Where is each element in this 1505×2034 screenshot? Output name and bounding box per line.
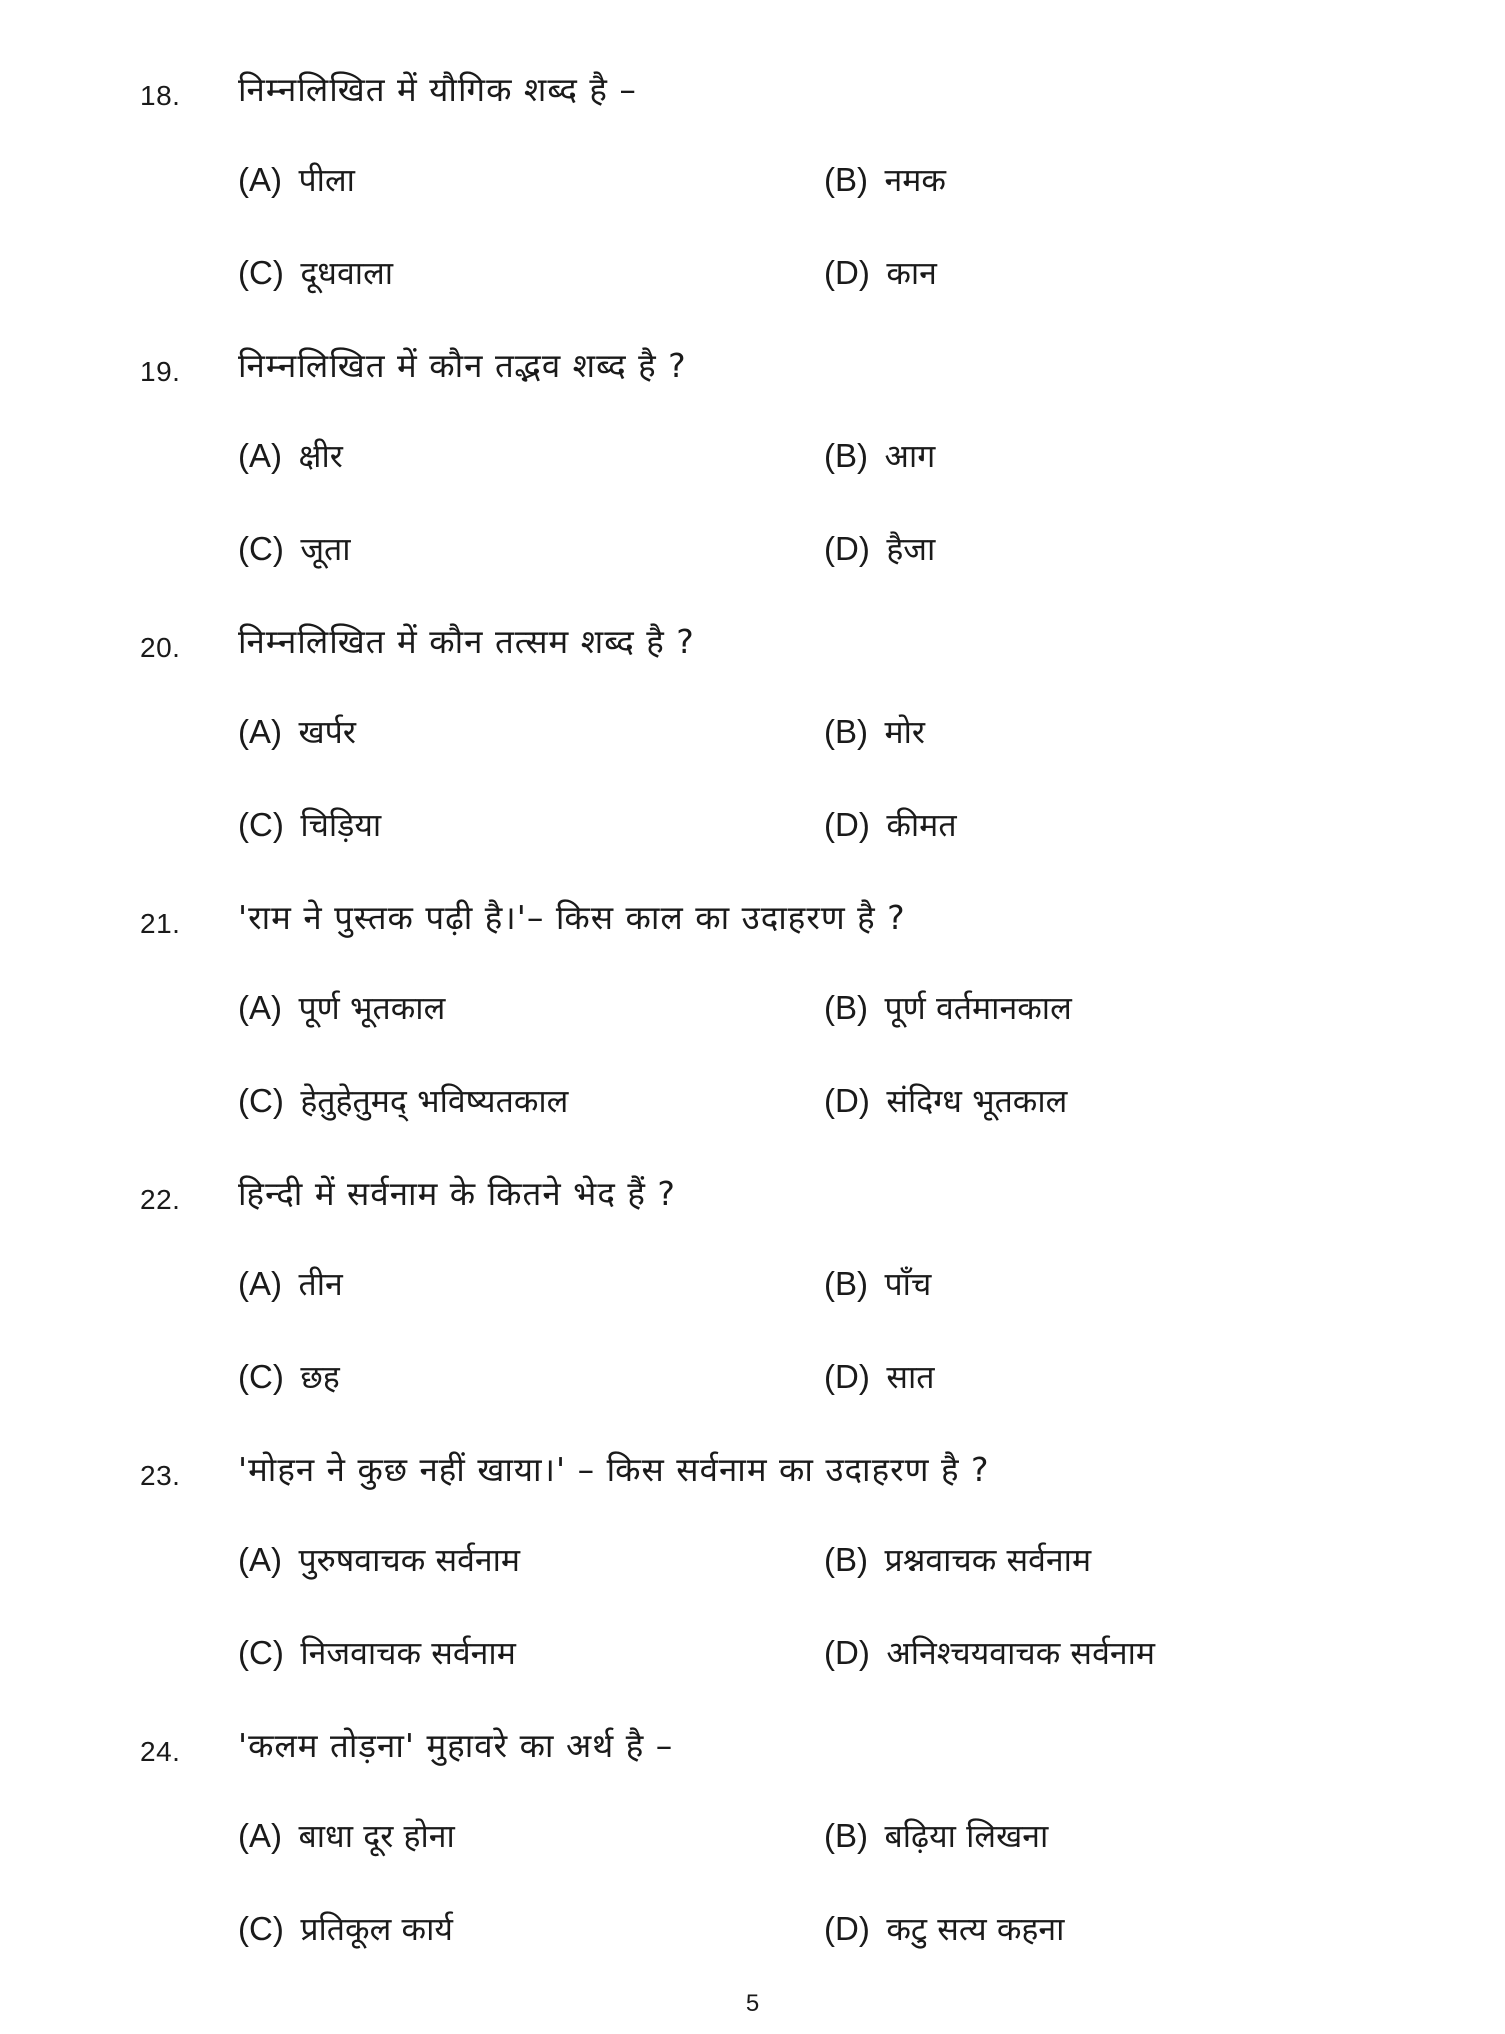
option-label: (D) bbox=[824, 806, 870, 843]
question-20 bbox=[0, 618, 1505, 888]
question-number: 24. bbox=[140, 1736, 181, 1767]
option-text: नमक bbox=[884, 161, 946, 199]
question-number: 18. bbox=[140, 80, 181, 111]
option-c bbox=[238, 1079, 568, 1122]
option-label: (C) bbox=[238, 1082, 284, 1119]
option-label: (C) bbox=[238, 1634, 284, 1671]
option-label: (D) bbox=[824, 1634, 870, 1671]
option-d bbox=[824, 1907, 1064, 1950]
option-text: सात bbox=[886, 1358, 935, 1396]
option-d bbox=[824, 527, 935, 570]
option-label: (B) bbox=[824, 1817, 868, 1854]
question-number: 23. bbox=[140, 1460, 181, 1491]
option-b bbox=[824, 434, 935, 477]
option-d bbox=[824, 1079, 1067, 1122]
option-a bbox=[238, 1262, 343, 1305]
option-a bbox=[238, 1814, 455, 1857]
option-label: (A) bbox=[238, 713, 282, 750]
option-text: प्रतिकूल कार्य bbox=[300, 1910, 453, 1948]
option-label: (B) bbox=[824, 713, 868, 750]
option-c bbox=[238, 1631, 516, 1674]
option-text: जूता bbox=[300, 530, 351, 568]
question-22 bbox=[0, 1170, 1505, 1440]
option-text: पाँच bbox=[884, 1265, 932, 1303]
question-text: निम्नलिखित में कौन तत्सम शब्द है ? bbox=[238, 622, 695, 661]
option-text: पूर्ण वर्तमानकाल bbox=[884, 989, 1072, 1027]
question-number: 21. bbox=[140, 908, 181, 939]
question-text: हिन्दी में सर्वनाम के कितने भेद हैं ? bbox=[238, 1174, 676, 1213]
option-label: (B) bbox=[824, 1265, 868, 1302]
option-a bbox=[238, 1538, 520, 1581]
question-19 bbox=[0, 342, 1505, 612]
option-label: (D) bbox=[824, 530, 870, 567]
option-c bbox=[238, 527, 351, 570]
option-text: मोर bbox=[884, 713, 926, 751]
option-text: छह bbox=[300, 1358, 340, 1396]
option-d bbox=[824, 1631, 1155, 1674]
option-text: तीन bbox=[298, 1265, 343, 1303]
option-label: (A) bbox=[238, 989, 282, 1026]
option-b bbox=[824, 1814, 1048, 1857]
option-b bbox=[824, 986, 1072, 1029]
option-text: बाधा दूर होना bbox=[298, 1817, 455, 1855]
option-text: पूर्ण भूतकाल bbox=[298, 989, 446, 1027]
option-label: (C) bbox=[238, 530, 284, 567]
option-text: कटु सत्य कहना bbox=[886, 1910, 1065, 1948]
option-text: कान bbox=[886, 254, 937, 292]
question-text: 'मोहन ने कुछ नहीं खाया।' – किस सर्वनाम का उदाहरण है ? bbox=[238, 1450, 990, 1489]
question-text: 'कलम तोड़ना' मुहावरे का अर्थ है – bbox=[238, 1726, 674, 1765]
option-label: (D) bbox=[824, 1910, 870, 1947]
option-text: हैजा bbox=[886, 530, 936, 568]
option-text: खर्पर bbox=[298, 713, 356, 751]
option-text: संदिग्ध भूतकाल bbox=[886, 1082, 1068, 1120]
option-d bbox=[824, 1355, 934, 1398]
option-text: चिड़िया bbox=[300, 806, 382, 844]
option-text: दूधवाला bbox=[300, 254, 394, 292]
option-c bbox=[238, 1355, 340, 1398]
question-21 bbox=[0, 894, 1505, 1164]
option-label: (A) bbox=[238, 437, 282, 474]
option-b bbox=[824, 710, 925, 753]
option-text: निजवाचक सर्वनाम bbox=[300, 1634, 516, 1672]
option-label: (B) bbox=[824, 161, 868, 198]
option-label: (B) bbox=[824, 437, 868, 474]
option-a bbox=[238, 158, 355, 201]
option-text: आग bbox=[884, 437, 936, 475]
question-18 bbox=[0, 66, 1505, 336]
option-text: कीमत bbox=[886, 806, 957, 844]
option-label: (A) bbox=[238, 1541, 282, 1578]
option-d bbox=[824, 251, 937, 294]
option-d bbox=[824, 803, 957, 846]
option-label: (B) bbox=[824, 989, 868, 1026]
option-label: (D) bbox=[824, 1082, 870, 1119]
question-text: 'राम ने पुस्तक पढ़ी है।'– किस काल का उदाहरण है ? bbox=[238, 898, 906, 937]
question-number: 22. bbox=[140, 1184, 181, 1215]
option-text: पुरुषवाचक सर्वनाम bbox=[298, 1541, 521, 1579]
option-label: (A) bbox=[238, 1817, 282, 1854]
option-b bbox=[824, 1538, 1091, 1581]
option-a bbox=[238, 986, 445, 1029]
option-label: (C) bbox=[238, 1910, 284, 1947]
option-text: क्षीर bbox=[298, 437, 343, 475]
option-text: बढ़िया लिखना bbox=[884, 1817, 1049, 1855]
option-label: (C) bbox=[238, 1358, 284, 1395]
question-number: 19. bbox=[140, 356, 181, 387]
option-text: हेतुहेतुमद् भविष्यतकाल bbox=[300, 1082, 569, 1120]
question-text: निम्नलिखित में कौन तद्भव शब्द है ? bbox=[238, 346, 687, 385]
option-label: (D) bbox=[824, 1358, 870, 1395]
option-label: (C) bbox=[238, 806, 284, 843]
option-text: पीला bbox=[298, 161, 355, 199]
question-number: 20. bbox=[140, 632, 181, 663]
option-c bbox=[238, 803, 381, 846]
page-number: 5 bbox=[745, 1990, 760, 2017]
option-label: (A) bbox=[238, 161, 282, 198]
question-text: निम्नलिखित में यौगिक शब्द है – bbox=[238, 70, 637, 109]
option-c bbox=[238, 1907, 453, 1950]
option-a bbox=[238, 710, 356, 753]
option-label: (A) bbox=[238, 1265, 282, 1302]
option-b bbox=[824, 158, 946, 201]
option-c bbox=[238, 251, 393, 294]
question-24 bbox=[0, 1722, 1505, 1992]
option-a bbox=[238, 434, 343, 477]
option-label: (C) bbox=[238, 254, 284, 291]
option-label: (D) bbox=[824, 254, 870, 291]
question-23 bbox=[0, 1446, 1505, 1716]
option-b bbox=[824, 1262, 931, 1305]
option-text: अनिश्चयवाचक सर्वनाम bbox=[886, 1634, 1156, 1672]
option-text: प्रश्नवाचक सर्वनाम bbox=[884, 1541, 1092, 1579]
option-label: (B) bbox=[824, 1541, 868, 1578]
